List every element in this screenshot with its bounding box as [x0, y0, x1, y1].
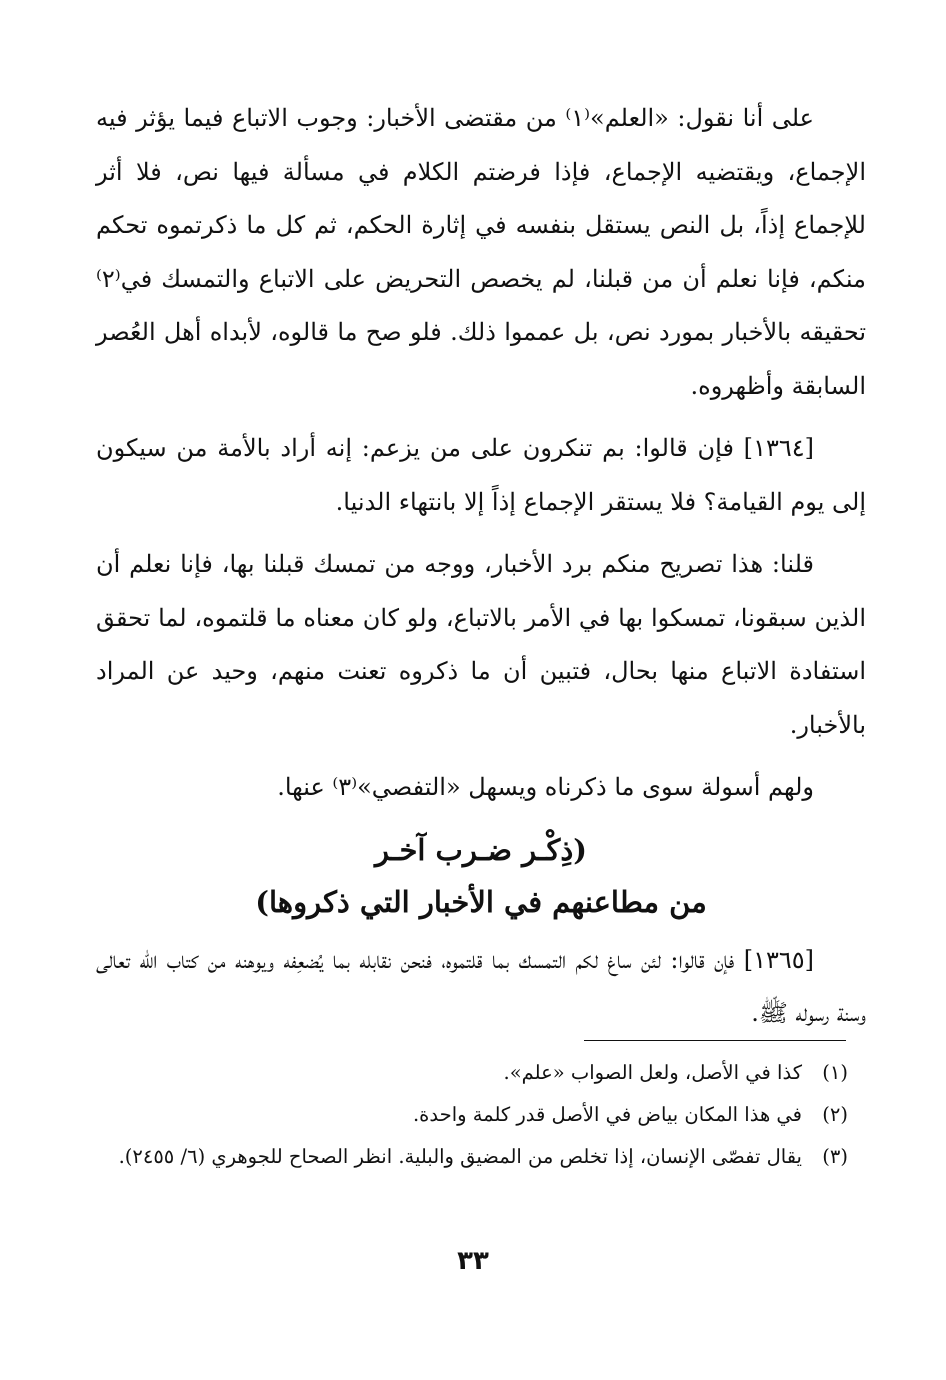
page-body: [96, 92, 866, 1050]
paragraph-objections: ولهم أسولة سوى ما ذكرناه ويسهل «التفصي»⁽٣⁾ عنها.: [277, 773, 814, 801]
footnotes: [96, 1052, 848, 1178]
paragraph-1365: [١٣٦٥] فإن قالوا: لئن ساغ لكم التمسك بما قلتموه، فنحن نقابله بما يُضعِفه ويوهنه من كتاب الله تعالى وسنة رسوله ﷺ.: [96, 945, 866, 1027]
paragraph-1364: [١٣٦٤] فإن قالوا: بم تنكرون على من يزعم: إنه أراد بالأمة من سيكون إلى يوم القيامة؟ فلا يستقر الإجماع إذاً إلا بانتهاء الدنيا.: [96, 434, 866, 516]
section-heading-line-1: (ذِكْـر ضـرب آخـر: [374, 832, 588, 867]
footnote-text: يقال تفصّى الإنسان، إذا تخلص من المضيق والبلية. انظر الصحاح للجوهري (٦/ ٢٤٥٥).: [118, 1145, 802, 1168]
page-number: ٣٣: [457, 1246, 489, 1276]
footnote-text: في هذا المكان بياض في الأصل قدر كلمة واحدة.: [412, 1103, 802, 1126]
section-heading-line-2: من مطاعنهم في الأخبار التي ذكروها): [255, 884, 707, 919]
footnote-number: (٢): [822, 1103, 848, 1126]
paragraph-reply: قلنا: هذا تصريح منكم برد الأخبار، ووجه من تمسك قبلنا بها، فإنا نعلم أن الذين سبقونا، تمسكوا بها في الأمر بالاتباع، ولو كان معناه ما قلتموه، لما تحقق استفادة الاتباع منها بحال، فتبين أن ما ذكروه تعنت منهم، وحيد عن المراد بالأخبار.: [96, 550, 866, 739]
footnote-1: [96, 1052, 848, 1094]
footnote-divider: [584, 1040, 846, 1041]
footnote-number: (٣): [822, 1145, 848, 1168]
footnote-text: كذا في الأصل، ولعل الصواب «علم».: [503, 1061, 802, 1084]
footnote-3: [96, 1136, 848, 1178]
footnote-2: [96, 1094, 848, 1136]
paragraph-1: على أنا نقول: «العلم»⁽١⁾ من مقتضى الأخبار: وجوب الاتباع فيما يؤثر فيه الإجماع، ويقتضيه الإجماع، فإذا فرضتم الكلام في مسألة فيها نص، فلا أثر للإجماع إذاً، بل النص يستقل بنفسه في إثارة الحكم، ثم كل ما ذكرتموه تحكم منكم، فإنا نعلم أن من قبلنا، لم يخصص التحريض على الاتباع والتمسك في⁽٢⁾ تحقيقه بالأخبار بمورد نص، بل عمموا ذلك. فلو صح ما قالوه، لأبداه أهل العُصر السابقة وأظهروه.: [96, 104, 866, 400]
footnote-number: (١): [822, 1061, 848, 1084]
